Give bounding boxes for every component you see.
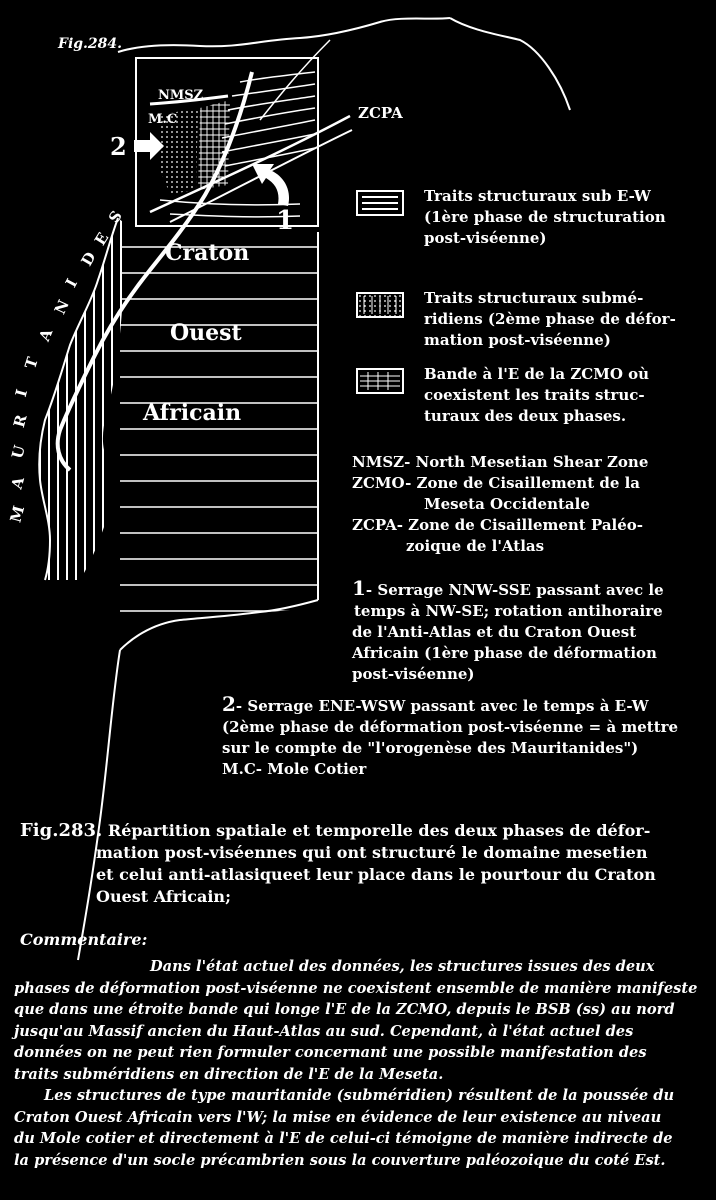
- legend-line: ridiens (2ème phase de défor-: [424, 310, 676, 328]
- note-line: post-viséenne): [352, 665, 475, 683]
- abbreviation-line: ZCMO- Zone de Cisaillement de la: [352, 474, 641, 492]
- caption-label: Fig.283.: [20, 820, 103, 841]
- commentary-line: Craton Ouest Africain vers l'W; la mise en évidence de leur existence au niveau: [14, 1108, 662, 1126]
- note-line: Africain (1ère phase de déformation: [352, 644, 657, 662]
- craton-label: Craton: [165, 240, 250, 266]
- note-2: [222, 694, 678, 780]
- commentary-line: que dans une étroite bande qui longe l'E de la ZCMO, depuis le BSB (ss) au nord: [14, 1001, 675, 1018]
- mauritanides-letter: M: [6, 503, 29, 525]
- legend-swatch-ew: [356, 190, 404, 216]
- mauritanides-letter: D: [77, 248, 100, 270]
- nmsz-label: NMSZ: [158, 88, 204, 103]
- abbreviation-line: ZCPA- Zone de Cisaillement Paléo-: [352, 516, 644, 534]
- legend-line: post-viséenne): [424, 229, 547, 247]
- note-line: - Serrage ENE-WSW passant avec le temps à E-W: [235, 697, 649, 715]
- abbreviation-line: zoique de l'Atlas: [406, 537, 545, 555]
- legend-line: turaux des deux phases.: [424, 407, 627, 425]
- mauritanides-letter: S: [104, 207, 126, 227]
- arrow-1-icon: [252, 164, 289, 206]
- mauritanides-letter: I: [61, 275, 82, 291]
- mc-label: M.C: [148, 112, 178, 127]
- legend-swatch-band: [356, 368, 404, 394]
- mauritanides-letter: A: [7, 475, 29, 491]
- legend-text-submeridian: [424, 288, 676, 351]
- commentary-line: Les structures de type mauritanide (subméridien) résultent de la poussée du: [44, 1087, 675, 1104]
- mauritanides-letter: N: [50, 296, 73, 318]
- mauritanides-letter: U: [8, 443, 29, 461]
- legend-line: Bande à l'E de la ZCMO où: [424, 365, 650, 383]
- caption-line: mation post-viséennes qui ont structuré le domaine mesetien: [96, 843, 648, 862]
- note-line: M.C- Mole Cotier: [222, 760, 367, 778]
- mauritanides-letter: T: [21, 354, 42, 372]
- meseta-inset-box: [136, 40, 352, 226]
- mauritanides-letter: A: [35, 326, 57, 344]
- zcpa-label: ZCPA: [358, 104, 403, 122]
- commentary-line: Dans l'état actuel des données, les structures issues des deux: [150, 958, 655, 975]
- africain-label: Africain: [143, 400, 242, 426]
- arrow-2-label: 2: [110, 132, 127, 161]
- mauritanides-letter: R: [9, 412, 31, 430]
- note-line: sur le compte de "l'orogenèse des Mauritanides"): [222, 739, 639, 757]
- commentary-line: jusqu'au Massif ancien du Haut-Atlas au sud. Cependant, à l'état actuel des: [14, 1022, 634, 1040]
- commentary-line: phases de déformation post-viséenne ne coexistent ensemble de manière manifeste: [14, 979, 698, 997]
- caption-line: et celui anti-atlasiqueet leur place dans le pourtour du Craton: [96, 865, 656, 884]
- caption-line: Ouest Africain;: [96, 887, 231, 906]
- legend-text-ew: [424, 186, 666, 249]
- legend-line: (1ère phase de structuration: [424, 208, 666, 226]
- mauritanides-belt: [39, 218, 128, 580]
- legend-line: Traits structuraux submé-: [424, 289, 644, 307]
- note-line: (2ème phase de déformation post-viséenne = à mettre: [222, 718, 679, 736]
- legend-line: coexistent les traits struc-: [424, 386, 645, 404]
- note-line: - Serrage NNW-SSE passant avec le: [365, 581, 664, 599]
- note-line: temps à NW-SE; rotation antihoraire: [354, 602, 663, 620]
- caption-line: Répartition spatiale et temporelle des deux phases de défor-: [107, 821, 651, 840]
- mauritanides-letter: E: [91, 229, 113, 249]
- figure-caption: [20, 820, 710, 908]
- note-line: de l'Anti-Atlas et du Craton Ouest: [352, 623, 637, 641]
- ouest-label: Ouest: [170, 320, 242, 346]
- mauritanides-letter: I: [11, 387, 32, 399]
- note-1: [352, 578, 664, 685]
- note-1-number: 1: [352, 576, 366, 600]
- arrow-1-label: 1: [276, 206, 295, 236]
- commentary-body: [14, 956, 714, 1171]
- abbreviation-line: NMSZ- North Mesetian Shear Zone: [352, 453, 649, 471]
- abbreviations-block: [352, 452, 648, 557]
- commentary-line: du Mole cotier et directement à l'E de celui-ci témoigne de manière indirecte de: [14, 1130, 673, 1147]
- commentary-line: traits subméridiens en direction de l'E de la Meseta.: [14, 1065, 444, 1083]
- craton-hatch-region: [120, 232, 318, 622]
- legend-text-band: [424, 364, 649, 427]
- note-2-number: 2: [222, 692, 236, 716]
- legend-swatch-submeridian: [356, 292, 404, 318]
- arrow-2-icon: [134, 132, 164, 160]
- abbreviation-line: Meseta Occidentale: [424, 495, 590, 513]
- figure-top-label: Fig.284.: [58, 36, 123, 52]
- legend-line: mation post-viséenne): [424, 331, 611, 349]
- legend-line: Traits structuraux sub E-W: [424, 187, 651, 205]
- commentary-line: données on ne peut rien formuler concernant une possible manifestation des: [14, 1044, 647, 1061]
- commentary-line: la présence d'un socle précambrien sous la couverture paléozoique du coté Est.: [14, 1151, 666, 1169]
- commentary-title: Commentaire:: [20, 930, 148, 949]
